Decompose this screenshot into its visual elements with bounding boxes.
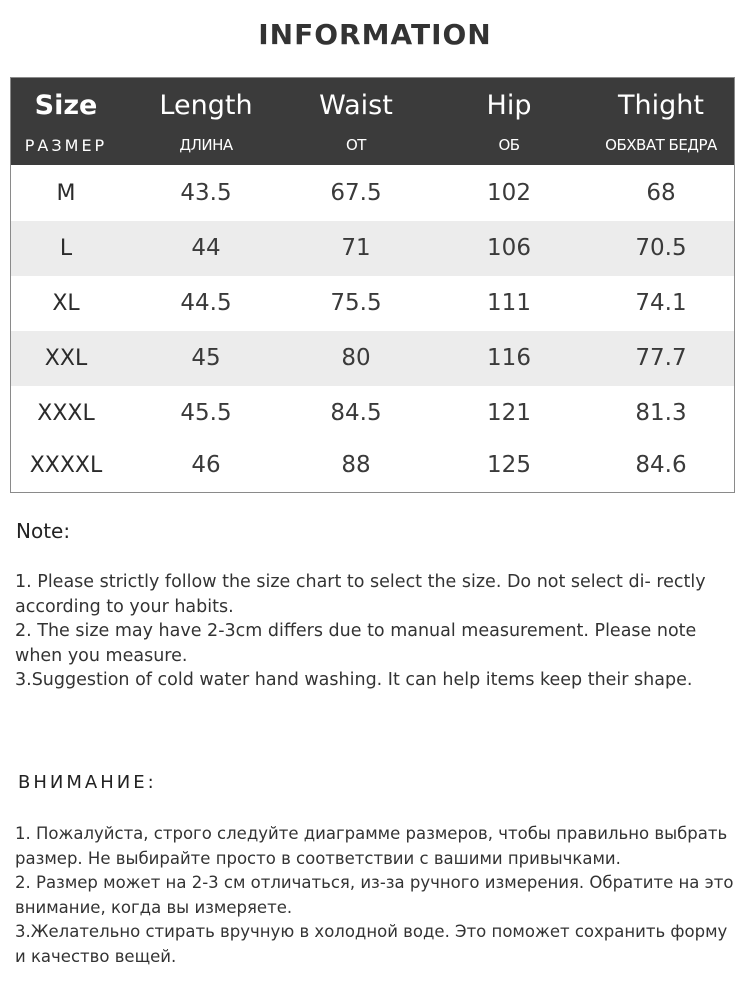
table-row — [11, 166, 734, 221]
table-row — [11, 438, 734, 493]
header-waist-en: Waist — [319, 90, 393, 121]
cell-thigh: 77.7 — [635, 345, 687, 371]
cell-thigh: 84.6 — [635, 452, 687, 478]
cell-size: XXL — [44, 346, 88, 371]
cell-hip: 116 — [487, 345, 531, 371]
cell-hip: 102 — [487, 180, 531, 206]
header-thigh-ru: ОБХВАТ БЕДРА — [605, 136, 717, 154]
cell-size: XL — [52, 291, 80, 316]
header-hip-ru: ОБ — [498, 136, 520, 154]
cell-waist: 75.5 — [330, 290, 382, 316]
cell-size: XXXXL — [29, 453, 103, 478]
cell-length: 46 — [191, 452, 221, 478]
header-waist-ru: ОТ — [346, 136, 366, 154]
table-row — [11, 276, 734, 331]
header-length-en: Length — [159, 90, 253, 121]
table-row — [11, 221, 734, 276]
attention-list — [15, 822, 740, 969]
header-hip — [434, 78, 584, 165]
cell-waist: 67.5 — [330, 180, 382, 206]
header-size — [11, 78, 121, 165]
header-size-en: Size — [34, 90, 98, 121]
cell-thigh: 74.1 — [635, 290, 687, 316]
cell-thigh: 70.5 — [635, 235, 687, 261]
cell-length: 44.5 — [180, 290, 232, 316]
cell-length: 45.5 — [180, 400, 232, 426]
header-thigh — [581, 78, 741, 165]
attention-heading: ВНИМАНИЕ: — [18, 772, 157, 793]
cell-length: 45 — [191, 345, 221, 371]
header-length-ru: ДЛИНА — [179, 136, 233, 154]
cell-thigh: 81.3 — [635, 400, 687, 426]
note-heading: Note: — [16, 519, 71, 543]
table-row — [11, 386, 734, 441]
cell-length: 44 — [191, 235, 221, 261]
header-hip-en: Hip — [486, 90, 532, 121]
cell-waist: 88 — [341, 452, 371, 478]
header-waist — [281, 78, 431, 165]
cell-size: XXXL — [37, 401, 95, 426]
header-size-ru: РАЗМЕР — [24, 136, 108, 155]
table-header — [11, 78, 734, 165]
cell-size: M — [56, 181, 76, 206]
cell-waist: 80 — [341, 345, 371, 371]
cell-thigh: 68 — [646, 180, 676, 206]
cell-waist: 84.5 — [330, 400, 382, 426]
attention-item: 1. Пожалуйста, строго следуйте диаграмме размеров, чтобы правильно выбрать размер. Не выбирайте просто в соответствии с вашими привычками. — [15, 824, 728, 868]
cell-hip: 125 — [487, 452, 531, 478]
attention-item: 3.Желательно стирать вручную в холодной воде. Это поможет сохранить форму и качество вещей. — [15, 922, 728, 966]
size-table — [10, 77, 735, 493]
cell-length: 43.5 — [180, 180, 232, 206]
note-item: 3.Suggestion of cold water hand washing. It can help items keep their shape. — [15, 670, 693, 690]
cell-waist: 71 — [341, 235, 371, 261]
page-title: INFORMATION — [258, 18, 492, 51]
note-item: 1. Please strictly follow the size chart to select the size. Do not select di- rectly according to your habits. — [15, 572, 706, 617]
cell-size: L — [59, 236, 73, 261]
cell-hip: 106 — [487, 235, 531, 261]
header-thigh-en: Thight — [618, 90, 704, 121]
cell-hip: 111 — [487, 290, 531, 316]
note-item: 2. The size may have 2-3cm differs due to manual measurement. Please note when you measure. — [15, 621, 697, 666]
cell-hip: 121 — [487, 400, 531, 426]
note-list — [15, 570, 740, 693]
header-length — [131, 78, 281, 165]
table-row — [11, 331, 734, 386]
attention-item: 2. Размер может на 2-3 см отличаться, из-за ручного измерения. Обратите на это внимание, когда вы измеряете. — [15, 873, 734, 917]
